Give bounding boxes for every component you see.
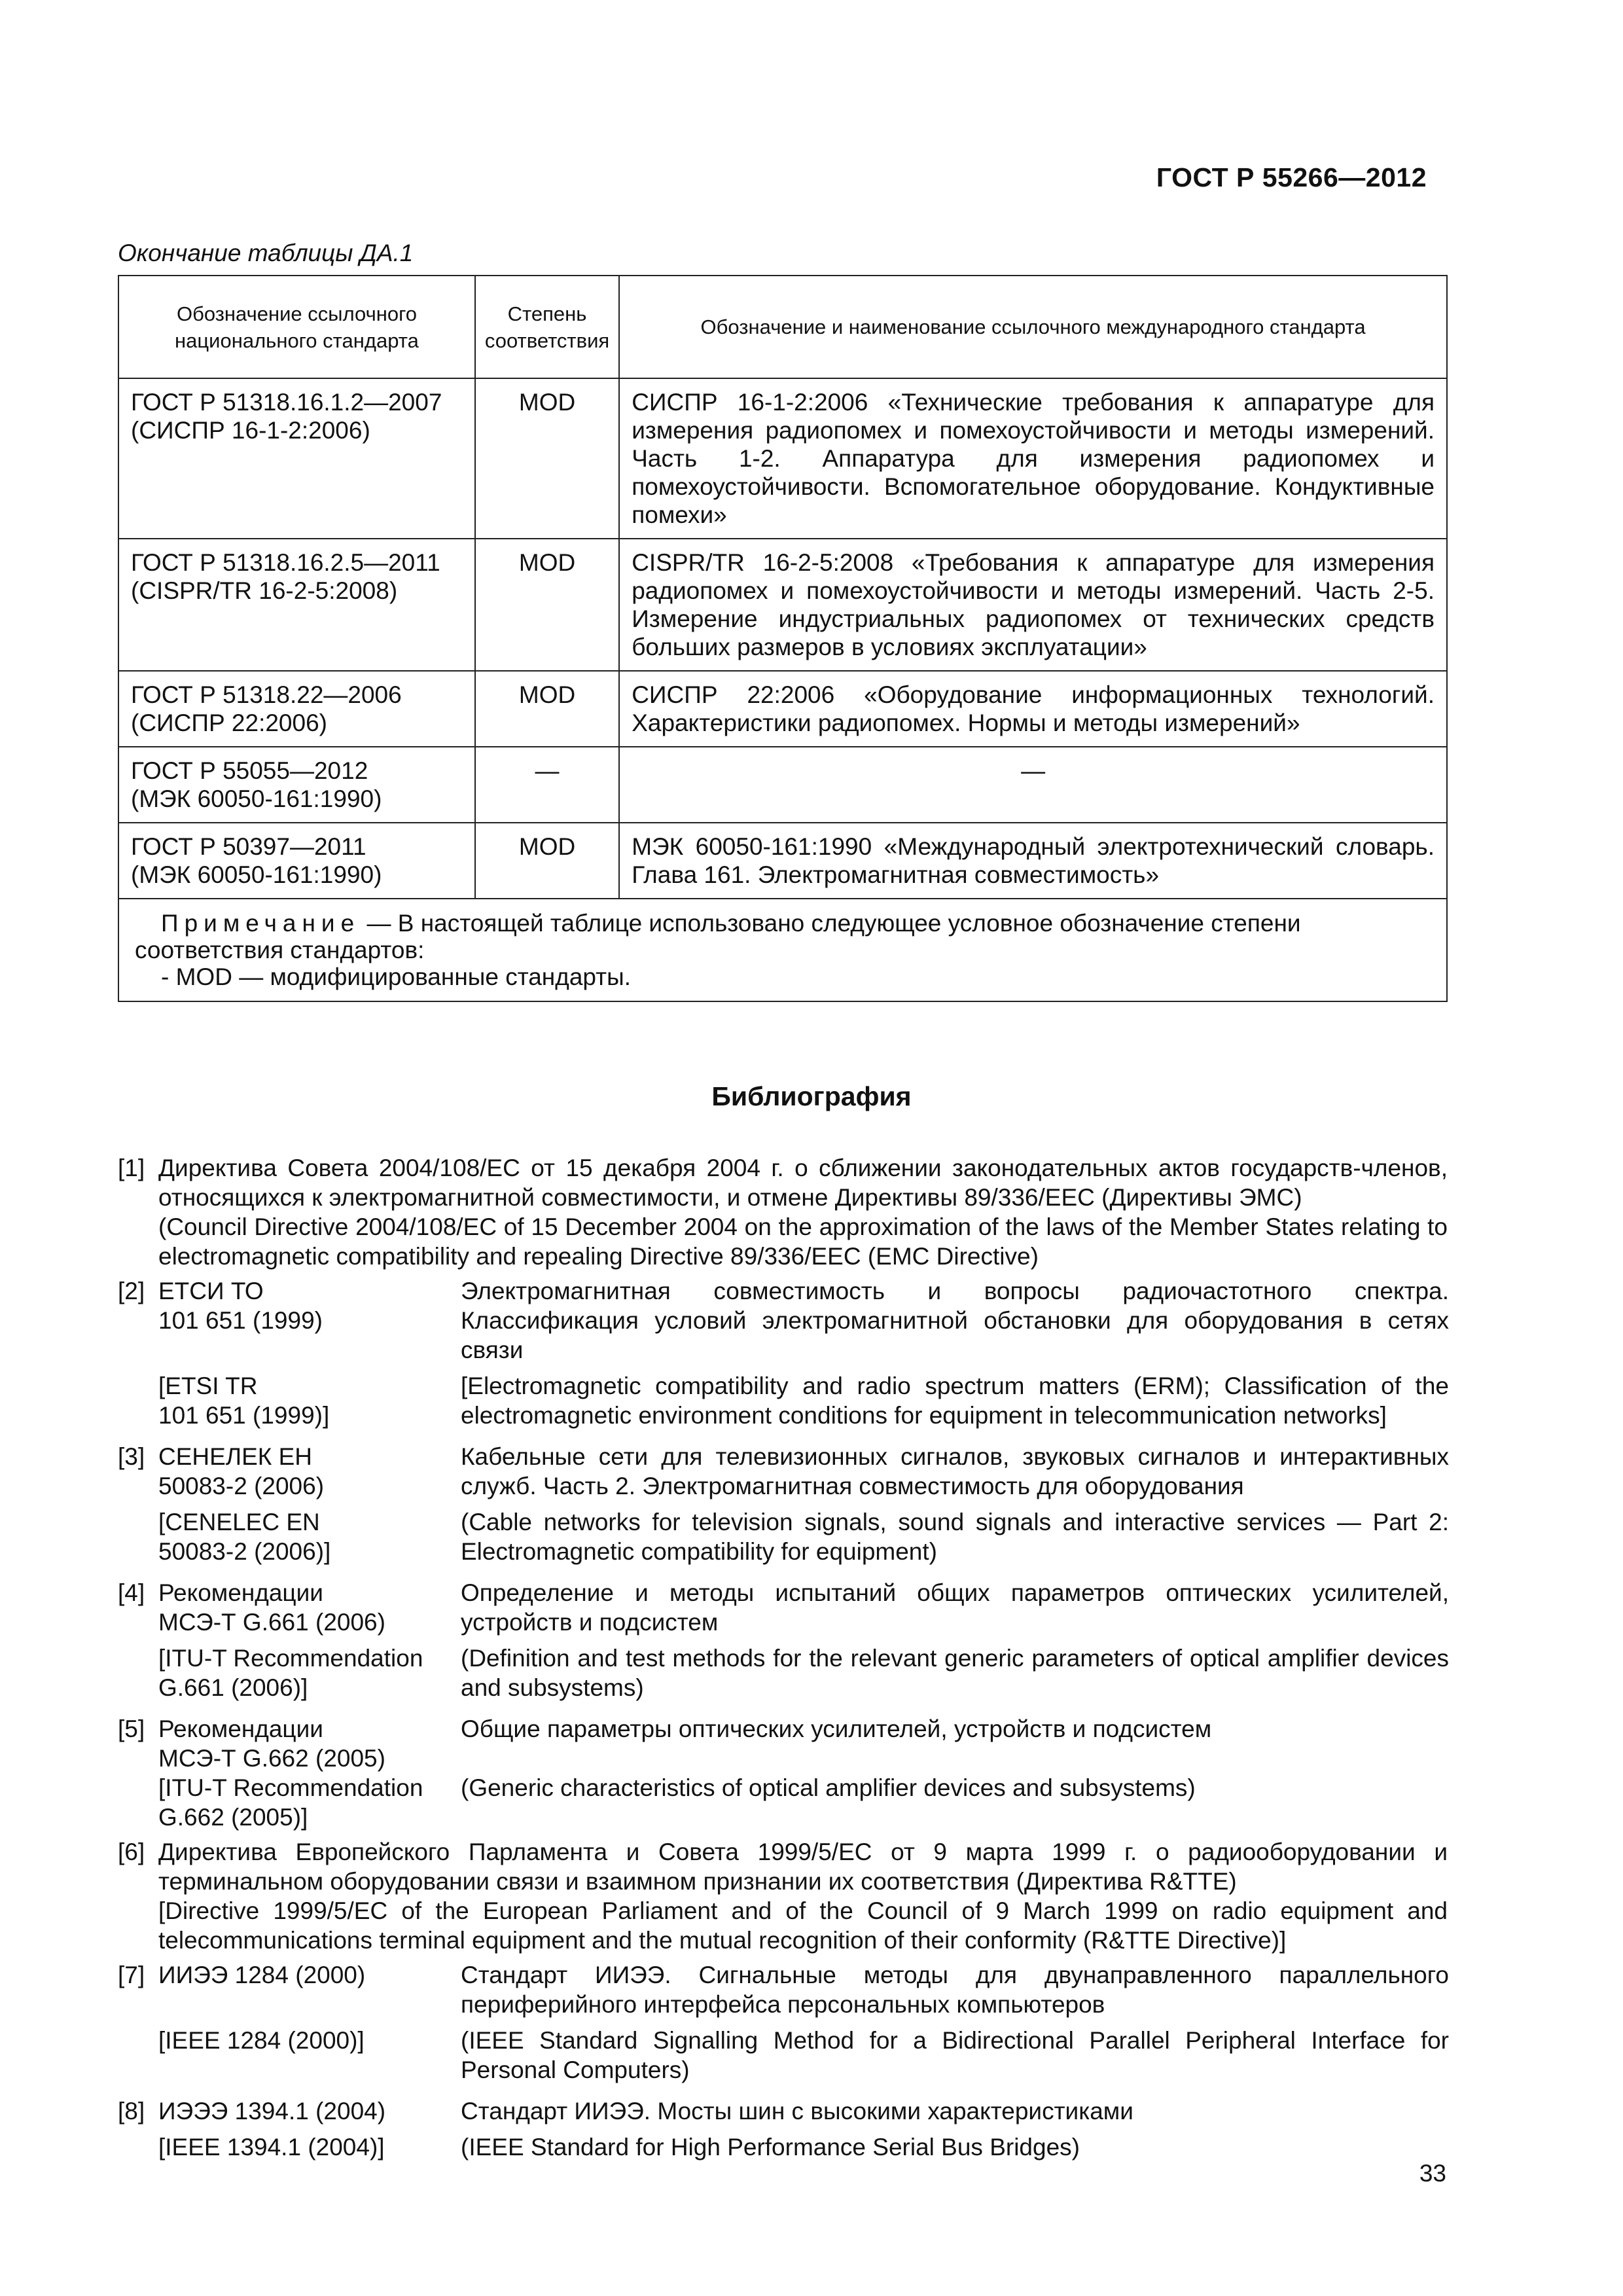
national-standard-equivalent: (МЭК 60050-161:1990) — [131, 785, 382, 812]
entry-code-en-line1: [CENELEC EN — [158, 1509, 320, 1535]
national-standard-equivalent: (МЭК 60050-161:1990) — [131, 861, 382, 888]
bibliography-title: Библиография — [711, 1081, 912, 1111]
table-note-row — [118, 899, 1447, 1001]
bibliography-entry — [118, 1578, 1448, 1709]
bibliography-entry — [118, 1276, 1448, 1437]
degree-cell: MOD — [475, 539, 619, 671]
table-row — [118, 671, 1447, 747]
entry-title-ru: Общие параметры оптических усилителей, устройств и подсистем — [461, 1715, 1212, 1742]
national-standard-code: ГОСТ Р 55055—2012 — [131, 757, 368, 784]
entry-code-ru — [158, 1276, 461, 1371]
entry-number: [4] — [118, 1579, 145, 1606]
national-standard-cell — [118, 747, 475, 823]
entry-code-en-line1: [ITU-T Recommendation — [158, 1774, 423, 1801]
national-standard-equivalent: (CISPR/TR 16-2-5:2008) — [131, 577, 398, 604]
note-label: Примечание — [161, 910, 361, 937]
degree-cell: MOD — [475, 378, 619, 539]
column-header-degree: Степень соответствия — [475, 276, 619, 378]
entry-code-en-line2: 101 651 (1999)] — [158, 1402, 330, 1429]
national-standard-cell — [118, 671, 475, 747]
document-code-header: ГОСТ Р 55266—2012 — [1156, 162, 1427, 192]
table-row — [118, 378, 1447, 539]
page-number: 33 — [1419, 2160, 1446, 2187]
entry-number: [6] — [118, 1839, 145, 1865]
table-caption: Окончание таблицы ДА.1 — [118, 240, 414, 266]
entry-number: [2] — [118, 1278, 145, 1304]
entry-code-en-line2: G.662 (2005)] — [158, 1804, 308, 1831]
entry-title-en: [Electromagnetic compatibility and radio spectrum matters (ERM); Classification of the electromagnetic environment conditions for equipment in telecommunication networks] — [461, 1372, 1449, 1429]
entry-code-en — [158, 1507, 461, 1573]
entry-title-en: (IEEE Standard for High Performance Serial Bus Bridges) — [461, 2134, 1080, 2161]
entry-text-en: [Directive 1999/5/EC of the European Parliament and of the Council of 9 March 1999 on radio equipment and telecommunications terminal equipment and the mutual recognition of their conformity (R&TTE Directive)] — [158, 1897, 1448, 1954]
entry-code-ru-line1: Рекомендации — [158, 1715, 323, 1742]
national-standard-code: ГОСТ Р 51318.16.2.5—2011 — [131, 549, 440, 576]
references-table — [118, 275, 1448, 1002]
table-row — [118, 539, 1447, 671]
entry-title-en: (IEEE Standard Signalling Method for a Bidirectional Parallel Peripheral Interface for Personal Computers) — [461, 2027, 1449, 2083]
entry-text-ru: Директива Европейского Парламента и Совета 1999/5/ЕС от 9 марта 1999 г. о радиооборудовании и терминальном оборудовании связи и взаимном признании их соответствия (Директива R&TTE) — [158, 1839, 1448, 1895]
national-standard-code: ГОСТ Р 51318.22—2006 — [131, 681, 402, 708]
entry-code-ru-line2: МСЭ-Т G.661 (2006) — [158, 1609, 385, 1636]
entry-number: [1] — [118, 1155, 145, 1181]
national-standard-cell — [118, 378, 475, 539]
entry-title-en: (Generic characteristics of optical amplifier devices and subsystems) — [461, 1774, 1196, 1801]
table-note — [118, 899, 1447, 1001]
entry-code-ru-line2: 101 651 (1999) — [158, 1307, 323, 1334]
entry-code-en-line2: G.661 (2006)] — [158, 1674, 308, 1701]
note-text: — В настоящей таблице использовано следующее условное обозначение степени соответствия стандартов: — [135, 910, 1301, 963]
table-row — [118, 747, 1447, 823]
entry-code-ru: ИИЭЭ 1284 (2000) — [158, 1962, 366, 1988]
international-standard-cell: СИСПР 22:2006 «Оборудование информационных технологий. Характеристики радиопомех. Нормы и методы измерений» — [619, 671, 1447, 747]
entry-code-en — [158, 1643, 461, 1709]
international-standard-cell: СИСПР 16-1-2:2006 «Технические требования к аппаратуре для измерения радиопомех и помехоустойчивости и методы измерений. Часть 1-2. Аппаратура для измерения радиопомех и помехоустойчивости. Вспомогательное оборудование. Кондуктивные помехи» — [619, 378, 1447, 539]
bibliography-entry — [118, 1837, 1448, 1955]
degree-cell: — — [475, 747, 619, 823]
entry-title-ru: Кабельные сети для телевизионных сигналов, звуковых сигналов и интерактивных служб. Часть 2. Электромагнитная совместимость для оборудования — [461, 1443, 1449, 1499]
entry-title-ru: Электромагнитная совместимость и вопросы радиочастотного спектра. Классификация условий электромагнитной обстановки для оборудования в сетях связи — [461, 1278, 1449, 1363]
entry-code-ru — [158, 1578, 461, 1643]
entry-number: [7] — [118, 1962, 145, 1988]
entry-title-ru: Стандарт ИИЭЭ. Сигнальные методы для двунаправленного параллельного периферийного интерфейса персональных компьютеров — [461, 1962, 1449, 2018]
table-header-row — [118, 276, 1447, 378]
national-standard-equivalent: (СИСПР 22:2006) — [131, 709, 327, 736]
bibliography-entry — [118, 2096, 1448, 2168]
international-standard-cell: — — [619, 747, 1447, 823]
entry-code-ru-line1: СЕНЕЛЕК ЕН — [158, 1443, 312, 1470]
entry-code-en-line1: [ETSI TR — [158, 1372, 258, 1399]
entry-title-en: (Cable networks for television signals, sound signals and interactive services — Part 2: Electromagnetic compatibility for equipment) — [461, 1509, 1449, 1565]
entry-code-en-line2: 50083-2 (2006)] — [158, 1538, 331, 1565]
national-standard-cell — [118, 539, 475, 671]
international-standard-cell: CISPR/TR 16-2-5:2008 «Требования к аппаратуре для измерения радиопомех и помехоустойчивости и методы измерений. Часть 2-5. Измерение индустриальных радиопомех от технических средств больших размеров в условиях эксплуатации» — [619, 539, 1447, 671]
national-standard-code: ГОСТ Р 50397—2011 — [131, 833, 366, 860]
degree-cell: MOD — [475, 671, 619, 747]
entry-code-ru-line2: МСЭ-Т G.662 (2005) — [158, 1745, 385, 1772]
entry-number: [5] — [118, 1715, 145, 1742]
degree-cell: MOD — [475, 823, 619, 899]
bibliography-entry — [118, 1153, 1448, 1271]
entry-code-ru — [158, 1714, 461, 1773]
entry-code-ru — [158, 1442, 461, 1507]
column-header-international: Обозначение и наименование ссылочного международного стандарта — [619, 276, 1447, 378]
national-standard-code: ГОСТ Р 51318.16.1.2—2007 — [131, 389, 442, 416]
entry-code-en — [158, 1371, 461, 1437]
entry-title-en: (Definition and test methods for the relevant generic parameters of optical amplifier devices and subsystems) — [461, 1645, 1449, 1701]
bibliography-entry — [118, 1714, 1448, 1832]
bibliography-entry — [118, 1442, 1448, 1573]
entry-code-ru-line1: ЕТСИ ТО — [158, 1278, 264, 1304]
entry-number: [8] — [118, 2098, 145, 2125]
table-row — [118, 823, 1447, 899]
entry-text-en: (Council Directive 2004/108/EC of 15 December 2004 on the approximation of the laws of the Member States relating to electromagnetic compatibility and repealing Directive 89/336/EEC (EMC Directive) — [158, 1213, 1448, 1270]
international-standard-cell: МЭК 60050-161:1990 «Международный электротехнический словарь. Глава 161. Электромагнитная совместимость» — [619, 823, 1447, 899]
entry-code-ru-line1: Рекомендации — [158, 1579, 323, 1606]
entry-code-ru-line2: 50083-2 (2006) — [158, 1473, 325, 1499]
entry-title-ru: Определение и методы испытаний общих параметров оптических усилителей, устройств и подсистем — [461, 1579, 1449, 1636]
column-header-national: Обозначение ссылочного национального стандарта — [118, 276, 475, 378]
entry-code-en: [IEEE 1284 (2000)] — [158, 2027, 365, 2054]
bibliography-list — [118, 1153, 1448, 2174]
note-item: - MOD — модифицированные стандарты. — [161, 963, 631, 990]
entry-code-en: [IEEE 1394.1 (2004)] — [158, 2134, 385, 2161]
entry-text-ru: Директива Совета 2004/108/ЕС от 15 декабря 2004 г. о сближении законодательных актов государств-членов, относящихся к электромагнитной совместимости, и отмене Директивы 89/336/ЕЕС (Директивы ЭМС) — [158, 1155, 1448, 1211]
national-standard-equivalent: (СИСПР 16-1-2:2006) — [131, 417, 370, 444]
entry-code-ru: ИЭЭЭ 1394.1 (2004) — [158, 2098, 386, 2125]
entry-code-en-line1: [ITU-T Recommendation — [158, 1645, 423, 1672]
national-standard-cell — [118, 823, 475, 899]
entry-title-ru: Стандарт ИИЭЭ. Мосты шин с высокими характеристиками — [461, 2098, 1133, 2125]
bibliography-entry — [118, 1960, 1448, 2091]
entry-code-en — [158, 1773, 461, 1832]
entry-number: [3] — [118, 1443, 145, 1470]
